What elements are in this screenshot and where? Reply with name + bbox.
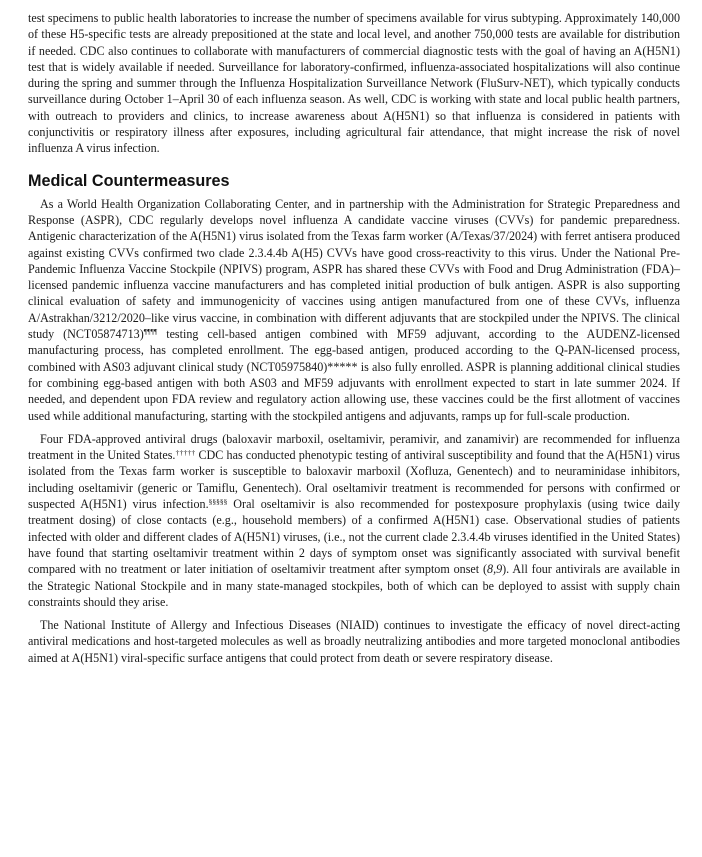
footnote-marker[interactable]: ¶¶¶¶ xyxy=(143,327,158,337)
document-page xyxy=(28,10,680,666)
paragraph-antivirals-text-b: CDC has conducted phenotypic testing of antiviral susceptibility and found that the A(H5N1) virus isolated from the Texas farm worker is susceptible to baloxavir marboxil (Xofluza, Genentech) and to neuraminidase inhibitors, including oseltamivir (generic or Tamiflu, Genentech). Oral oseltamivir treatment is recommended for persons with confirmed or suspected A(H5N1) virus infection. xyxy=(28,448,681,512)
paragraph-antivirals xyxy=(28,431,680,610)
paragraph-vaccines-text-b: testing cell-based antigen combined with MF59 adjuvant, according to the AUDENZ-licensed manufacturing process, has completed enrollment. The egg-based antigen, produced according to the Q-PAN-licensed process, combined with AS03 adjuvant clinical study (NCT05975840)***** is also fully enrolled. ASPR is planning additional clinical studies for combining egg-based antigen with both AS03 and MF59 adjuvants with enrollment expected to start in late summer 2024. If needed, and dependent upon FDA review and regulatory action allowing use, these vaccines could be the first allotment of vaccines used while additional manufacturing, starting with the stockpiled antigens and adjuvants, ramps up for full-scale production. xyxy=(28,327,680,423)
paragraph-niaid: The National Institute of Allergy and Infectious Diseases (NIAID) continues to investigate the efficacy of novel direct-acting antiviral medications and host-targeted molecules as well as broadly neutralizing antibodies and more targeted monoclonal antibodies aimed at A(H5N1) viral-specific surface antigens that could protect from death or severe respiratory disease. xyxy=(28,618,680,665)
paragraph-antivirals-text-c: Oral oseltamivir is also recommended for postexposure prophylaxis (using twice daily treatment dosing) of close contacts (e.g., household members) of a confirmed A(H5N1) case. Observational studies of patients infected with older and different clades of A(H5N1) viruses, (i.e., not the current clade 2.3.4.4b viruses identified in the United States) have found that starting oseltamivir treatment within 2 days of symptom onset was significantly associated with survival benefit compared with no treatment or later initiation of oseltamivir treatment after symptom onset ( xyxy=(28,497,680,577)
intro-paragraph: test specimens to public health laboratories to increase the number of specimens available for virus subtyping. Approximately 140,000 of these H5-specific tests are already prepositioned at the state and local level, and another 750,000 tests are available for distribution if needed. CDC also continues to collaborate with manufacturers of commercial diagnostic tests with the goal of having an A(H5N1) test that is widely available if needed. Surveillance for laboratory-confirmed, influenza-associated hospitalizations will also continue during the spring and summer through the Influenza Hospitalization Surveillance Network (FluSurv-NET), which typically conducts surveillance during October 1–April 30 of each influenza season. As well, CDC is working with state and local public health partners, with outreach to providers and clinics, to increase awareness about A(H5N1) so that influenza is considered in patients with conjunctivitis or respiratory illness after exposures, including agricultural fair attendance, that might increase the risk of novel influenza A virus infection. xyxy=(28,11,680,156)
footnote-marker[interactable]: ††††† xyxy=(175,448,196,458)
footnote-marker[interactable]: §§§§§ xyxy=(208,497,228,507)
paragraph-vaccines-text-a: As a World Health Organization Collaborating Center, and in partnership with the Administration for Strategic Preparedness and Response (ASPR), CDC regularly develops novel influenza A candidate vaccine viruses (CVVs) for pandemic preparedness. Antigenic characterization of the A(H5N1) virus isolated from the Texas farm worker (A/Texas/37/2024) with ferret antisera produced against existing CVVs confirmed two clade 2.3.4.4b A(H5) CVVs have good cross-reactivity to this virus. Under the National Pre-Pandemic Influenza Vaccine Stockpile (NPIVS) program, ASPR has shared these CVVs with Food and Drug Administration (FDA)–licensed pandemic influenza vaccine manufacturers and has completed initial production of bulk antigen. ASPR is also supporting clinical evaluation of safety and immunogenicity of vaccines using antigen manufactured from one of these CVVs, influenza A/Astrakhan/3212/2020–like virus vaccine, in combination with different adjuvants that are stockpiled under the NPIVS. The clinical study (NCT05874713) xyxy=(28,196,680,342)
paragraph-vaccines xyxy=(28,196,680,424)
paragraph-antivirals-text-d: ). All four antivirals are available in the Strategic National Stockpile and in many state-managed stockpiles, both of which can be deployed to assist with supply chain constraints should they arise. xyxy=(28,562,681,609)
section-heading: Medical Countermeasures xyxy=(28,171,230,190)
reference-citation[interactable]: 8,9 xyxy=(487,562,503,577)
paragraph-antivirals-text-a: Four FDA-approved antiviral drugs (baloxavir marboxil, oseltamivir, peramivir, and zanamivir) are recommended for influenza treatment in the United States. xyxy=(28,431,680,463)
